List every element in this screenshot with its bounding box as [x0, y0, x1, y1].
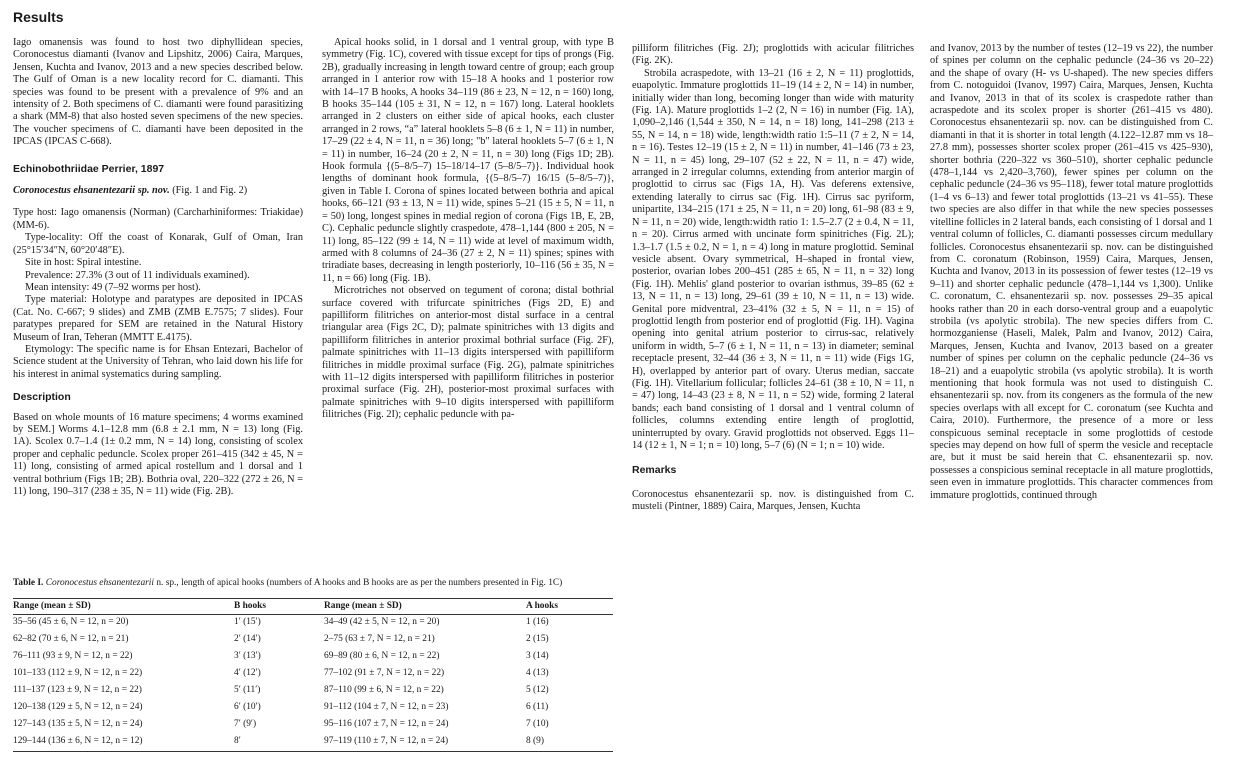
microtriches-paragraph: Microtriches not observed on tegument of corona; distal bothrial surface covered with trifurcate spinitriches (Figs 2D, E) and papilliform filitriches on anterior-most distal surface in a central triangular area (Figs 2C, D); palmate spinitriches with 13 digits and papilliform filitriches in anterior proximal bothrial surface (Fig. 2F), palmate spinitriches with 11–13 digits interspersed with papilliform filitriches in middle proximal surface (Fig. 2G), palmate spinitriches with 11–12 digits interspersed with papilliform filitriches in posterior proximal surface (Fig. 2H), posterior-most proximal surfaces with palmate spinitriches with 9–10 digits interspersed with papilliform filitriches (Fig. 2I); cephalic peduncle with pa-	[322, 285, 614, 421]
header-range-a: Range (mean ± SD)	[324, 598, 526, 615]
remarks-continuation: and Ivanov, 2013 by the number of testes (12–19 vs 22), the number of spines per column on the cephalic peduncle (24–36 vs 20–22) and the shape of ovary (H- vs U-shaped). The new species differs from C. notoguidoi (Ivanov, 1997) Caira, Marques, Jensen, Kuchta and Ivanov, 2013 in that of its scolex is craspedote rather than acraspedote and its scolex proper is shorter (261–415 vs 480). Coronocestus ehsanentezarii sp. nov. can be distinguished from C. diamanti in that it is shorter in total length (4.122–12.87 mm vs 18–27.8 mm), possesses shorter scolex proper (261–415 vs 425–930), shorter bothria (220–322 vs 360–510), shorter cephalic peduncle (478–1,144 vs 2,420–3,760), fewer spines per column on the cephalic peduncle (24–36 vs 95–118), fewer total mature proglottids (1–4 vs 6–13) and fewer total proglottids (13–21 vs 41–55). These two species are also differ in that while the new species possesses vitelline follicles in 2 lateral bands, each consisting of 1 dorsal and 1 ventral column of follicles, C. diamanti possesses circum medullary follicles. Coronocestus ehsanentezarii sp. nov. can be distinguished from C. coronatum (Robinson, 1959) Caira, Marques, Jensen, Kuchta and Ivanov, 2013 in its possession of fewer testes (12–19 vs 9–11) and shorter cephalic peduncle (478–1,144 vs 1,300). Unlike C. coronatum, C. ehsanentezarii sp. nov. possesses 29–35 apical hooks rather than 20 in each dorso-ventral group and a euapolytic strobila (vs apolytic strobila). The new species differs from C. hormozganiense (Haseli, Malek, Palm and Ivanov, 2012) Caira, Marques, Jensen, Kuchta and Ivanov, 2013 based on a greater number of spines per column on the cephalic peduncle (24–36 vs 18–21) and a euapolytic strobila (vs apolytic strobila). It is worth mentioning that hook formula was not used to distinguish C. ehsanentezarii sp. nov. from its congeners as the formula of the new species overlaps with all except for C. coronatum (see Kuchta and Caira, 2010). Furthermore, the presence of a more or less conspicuous seminal receptacle in some proglottids of cestode species may depend on how full of sperm the vesicle and receptacle are, but it must be said herein that C. ehsanentezarii sp. nov. possesses a conspicious seminal receptacle in all mature proglottids, seen even in immature proglottids. This character commences from immature proglottids, continued through	[930, 43, 1213, 501]
family-heading: Echinobothriidae Perrier, 1897	[13, 162, 165, 175]
type-locality: Type-locality: Off the coast of Konarak, Gulf of Oman, Iran (25°15′34″N, 60°20′48″E).	[13, 232, 303, 256]
type-host: Type host: Iago omanensis (Norman) (Carcharhiniformes: Triakidae) (MM-6).	[13, 207, 303, 231]
table-row: 120–138 (129 ± 5, N = 12, n = 24) 6′ (10′) 91–112 (104 ± 7, N = 12, n = 23) 6 (11)	[13, 702, 549, 713]
filitriches-continuation: pilliform filitriches (Fig. 2J); proglottids with acicular filitriches (Fig. 2K).	[632, 43, 914, 67]
column-1	[13, 37, 303, 498]
mean-intensity: Mean intensity: 49 (7–92 worms per host).	[25, 281, 201, 293]
header-a-hooks: A hooks	[526, 598, 613, 615]
etymology: Etymology: The specific name is for Ehsan Entezari, Bachelor of Science student at the University of Tehran, who laid down his life for his interest in animal systematics during sampling.	[13, 343, 303, 380]
table-row: 111–137 (123 ± 9, N = 12, n = 22) 5′ (11′) 87–110 (99 ± 6, N = 12, n = 22) 5 (12)	[13, 685, 549, 696]
remarks-heading: Remarks	[632, 464, 677, 477]
header-range-b: Range (mean ± SD)	[13, 598, 234, 615]
table-row: 76–111 (93 ± 9, N = 12, n = 22) 3′ (13′) 69–89 (80 ± 6, N = 12, n = 22) 3 (14)	[13, 651, 549, 662]
table-row: 35–56 (45 ± 6, N = 12, n = 20) 1′ (15′) 34–49 (42 ± 5, N = 12, n = 20) 1 (16)	[13, 617, 549, 628]
intro-paragraph: Iago omanensis was found to host two diphyllidean species, Coronocestus diamanti (Ivanov and Lipshitz, 2006) Caira, Marques, Jensen, Kuchta and Ivanov, 2013 and a new species described below. The Gulf of Oman is a new locality record for C. diamanti. This species was found to be present with a prevalence of 9% and an intensity of 2. Both specimens of C. diamanti were found parasitizing a shark (MM-8) that also hosted seven specimens of the new species. The voucher specimens of C. diamanti have been deposited in the IPCAS (IPCAS C-668).	[13, 37, 303, 148]
species-name: Coronocestus ehsanentezarii sp. nov.	[13, 185, 170, 197]
table-row: 101–133 (112 ± 9, N = 12, n = 22) 4′ (12′) 77–102 (91 ± 7, N = 12, n = 22) 4 (13)	[13, 668, 549, 679]
strobila-paragraph: Strobila acraspedote, with 13–21 (16 ± 2, N = 11) proglottids, euapolytic. Immature proglottids 11–19 (14 ± 2, N = 14) in number, initially wider than long, becoming longer than wide with maturity (Fig. 1A). Mature proglottids 1–2 (2, N = 16) in number (Fig. 1A), 1,090–2,146 (1,544 ± 350, N = 14, n = 18) long, 141–298 (213 ± 55, N = 14, n = 18) wide, length:width ratio 1:5–11 (7 ± 2, N = 14, n = 16). Testes 12–19 (15 ± 2, N = 11) in number, 41–146 (73 ± 23, N = 11, n = 45) long, 29–107 (52 ± 22, N = 11, n = 47) wide, arranged in 2 irregular columns, extending from anterior margin of proglottid to cirrus sac (Figs 1A, H). Vas deferens extensive, extending laterally to cirrus sac (Fig. 1H). Cirrus sac pyriform, unipartite, 134–215 (171 ± 25, N = 11, n = 20) long, 61–98 (83 ± 9, N = 11, n = 20) wide, length:width ratio 1: 1.5–2.7 (2 ± 0.4, N = 11, n = 20). Cirrus armed with uncinate form spinitriches (Fig. 2L); 1.3–1.7 (1.5 ± 0.2, N = 1, n = 4) long in mature proglottid. Seminal vesicle absent. Ovary symmetrical, H–shaped in frontal view, posterior, ovarian lobes 200–451 (285 ± 65, N = 11, n = 32) long (Fig. 1H). Mehlis' gland posterior to ovarian isthmus, 39–85 (62 ± 13, N = 11, n = 13) long, 29–61 (39 ± 10, N = 11, n = 13) wide. Genital pore midventral, 23–41% (32 ± 5, N = 11, n = 15) of proglottid length from posterior end of proglottid (Fig. 1H). Vagina opening into genital atrium posterior to cirrus-sac, relatively uniform in width, 5–7 (6 ± 1, N = 11, n = 13) in diameter; seminal receptacle present, 32–44 (36 ± 3, N = 11, n = 11) wide (Figs 1G, H), overlapped by anterior part of ovary. Uterus median, saccate (Fig. 1H). Vitellarium follicular; follicles 24–61 (38 ± 10, N = 11, n = 47) long, 14–43 (23 ± 8, N = 11, n = 52) wide, forming 2 lateral bands; each band consisting of 1 dorsal and 1 ventral column of follicles, columns extending entire length of proglottid, uninterrupted by ovary. Gravid proglottids not observed. Eggs 11–14 (12 ± 1, N = 1; n = 10) long, 5–7 (6) (N = 1; n = 10) wide.	[632, 67, 914, 451]
prevalence: Prevalence: 27.3% (3 out of 11 individuals examined).	[25, 269, 250, 281]
column-2	[322, 37, 614, 422]
apical-hooks-table	[13, 598, 613, 753]
type-material: Type material: Holotype and paratypes are deposited in IPCAS (Cat. No. C-667; 9 slides) and ZMB (ZMB E.7575; 7 slides). Four paratypes prepared for SEM are retained in the Natural History Museum of Iran, Teheran (MMTT E.4175).	[13, 294, 303, 343]
apical-hooks-paragraph: Apical hooks solid, in 1 dorsal and 1 ventral group, with type B symmetry (Fig. 1C), covered with tissue except for tips of prongs (Fig. 2B), gradually increasing in length toward centre of group; each group arranged in 1 anterior row with 15–18 A hooks and 1 posterior row with 14–17 B hooks, A hooks 34–119 (86 ± 23, N = 12, n = 160) long, B hooks 35–144 (105 ± 31, N = 12, n = 167) long. Lateral hooklets arranged in 2 clusters on either side of apical hooks, each cluster arranged in 2 rows, “a” lateral hooklets 5–8 (6 ± 1, N = 11) in number, 17–29 (22 ± 4, N = 11, n = 36) long; "b" lateral hooklets 5–7 (6 ± 1, N = 11) in number, 16–24 (20 ± 2, N = 11, n = 30) long (Figs 1D; 2B). Hook formula {(5–8/5–7) 15–18/14–17 (5–8/5–7)}. Individual hook lengths of dominant hook formula, {(5–8/5–7) 16/15 (5–8/5–7)}, given in Table I. Corona of spines located between bothria and apical hooks, 66–121 (93 ± 13, N = 11) wide, spines 5–21 (15 ± 5, N = 11, n = 50) long, longest spines in medial region of corona (Figs 1B, E, 2B, C). Cephalic peduncle slightly craspedote, 478–1,144 (800 ± 205, N = 11) long, 85–122 (99 ± 14, N = 11) wide at level of maximum width, armed with 8 columns of 24–36 (27 ± 2, N = 11) spines; spines with triradiate bases, decreasing in length posteriorly, 10–116 (56 ± 35, N = 11, n = 66) long (Fig. 1B).	[322, 37, 614, 284]
site-in-host: Site in host: Spiral intestine.	[25, 257, 142, 269]
column-3	[632, 43, 914, 514]
description-heading: Description	[13, 391, 71, 404]
table-caption: Table I. Coronocestus ehsanentezarii n. sp., length of apical hooks (numbers of A hooks and B hooks are as per the numbers presented in Fig. 1C)	[13, 578, 563, 588]
table-row: 62–82 (70 ± 6, N = 12, n = 21) 2′ (14′) 2–75 (63 ± 7, N = 12, n = 21) 2 (15)	[13, 634, 549, 645]
table-row: 129–144 (136 ± 6, N = 12, n = 12) 8′ 97–119 (110 ± 7, N = 12, n = 24) 8 (9)	[13, 734, 613, 752]
table-1	[13, 578, 613, 752]
section-heading-results: Results	[13, 9, 64, 25]
table-row: 127–143 (135 ± 5, N = 12, n = 24) 7′ (9′) 95–116 (107 ± 7, N = 12, n = 24) 7 (10)	[13, 719, 549, 730]
description-paragraph: Based on whole mounts of 16 mature specimens; 4 worms examined by SEM.] Worms 4.1–12.8 mm (6.8 ± 2.1 mm, N = 13) long (Fig. 1A). Scolex 0.7–1.4 (1± 0.2 mm, N = 14) long, consisting of scolex proper and cephalic peduncle. Scolex proper 261–415 (342 ± 45, N = 11) long, consisting of armed apical rostellum and 1 dorsal and 1 ventral bothrium (Figs 1B; 2B). Bothria oval, 220–322 (272 ± 26, N = 11) long, 190–317 (238 ± 35, N = 11) wide (Fig. 2B).	[13, 411, 303, 497]
column-4	[930, 43, 1213, 502]
species-figure-ref: (Fig. 1 and Fig. 2)	[169, 185, 248, 197]
species-heading	[13, 185, 303, 197]
remarks-paragraph: Coronocestus ehsanentezarii sp. nov. is distinguished from C. musteli (Pintner, 1889) Caira, Marques, Jensen, Kuchta	[632, 488, 914, 513]
table-header-row	[13, 598, 613, 615]
header-b-hooks: B hooks	[234, 598, 324, 615]
